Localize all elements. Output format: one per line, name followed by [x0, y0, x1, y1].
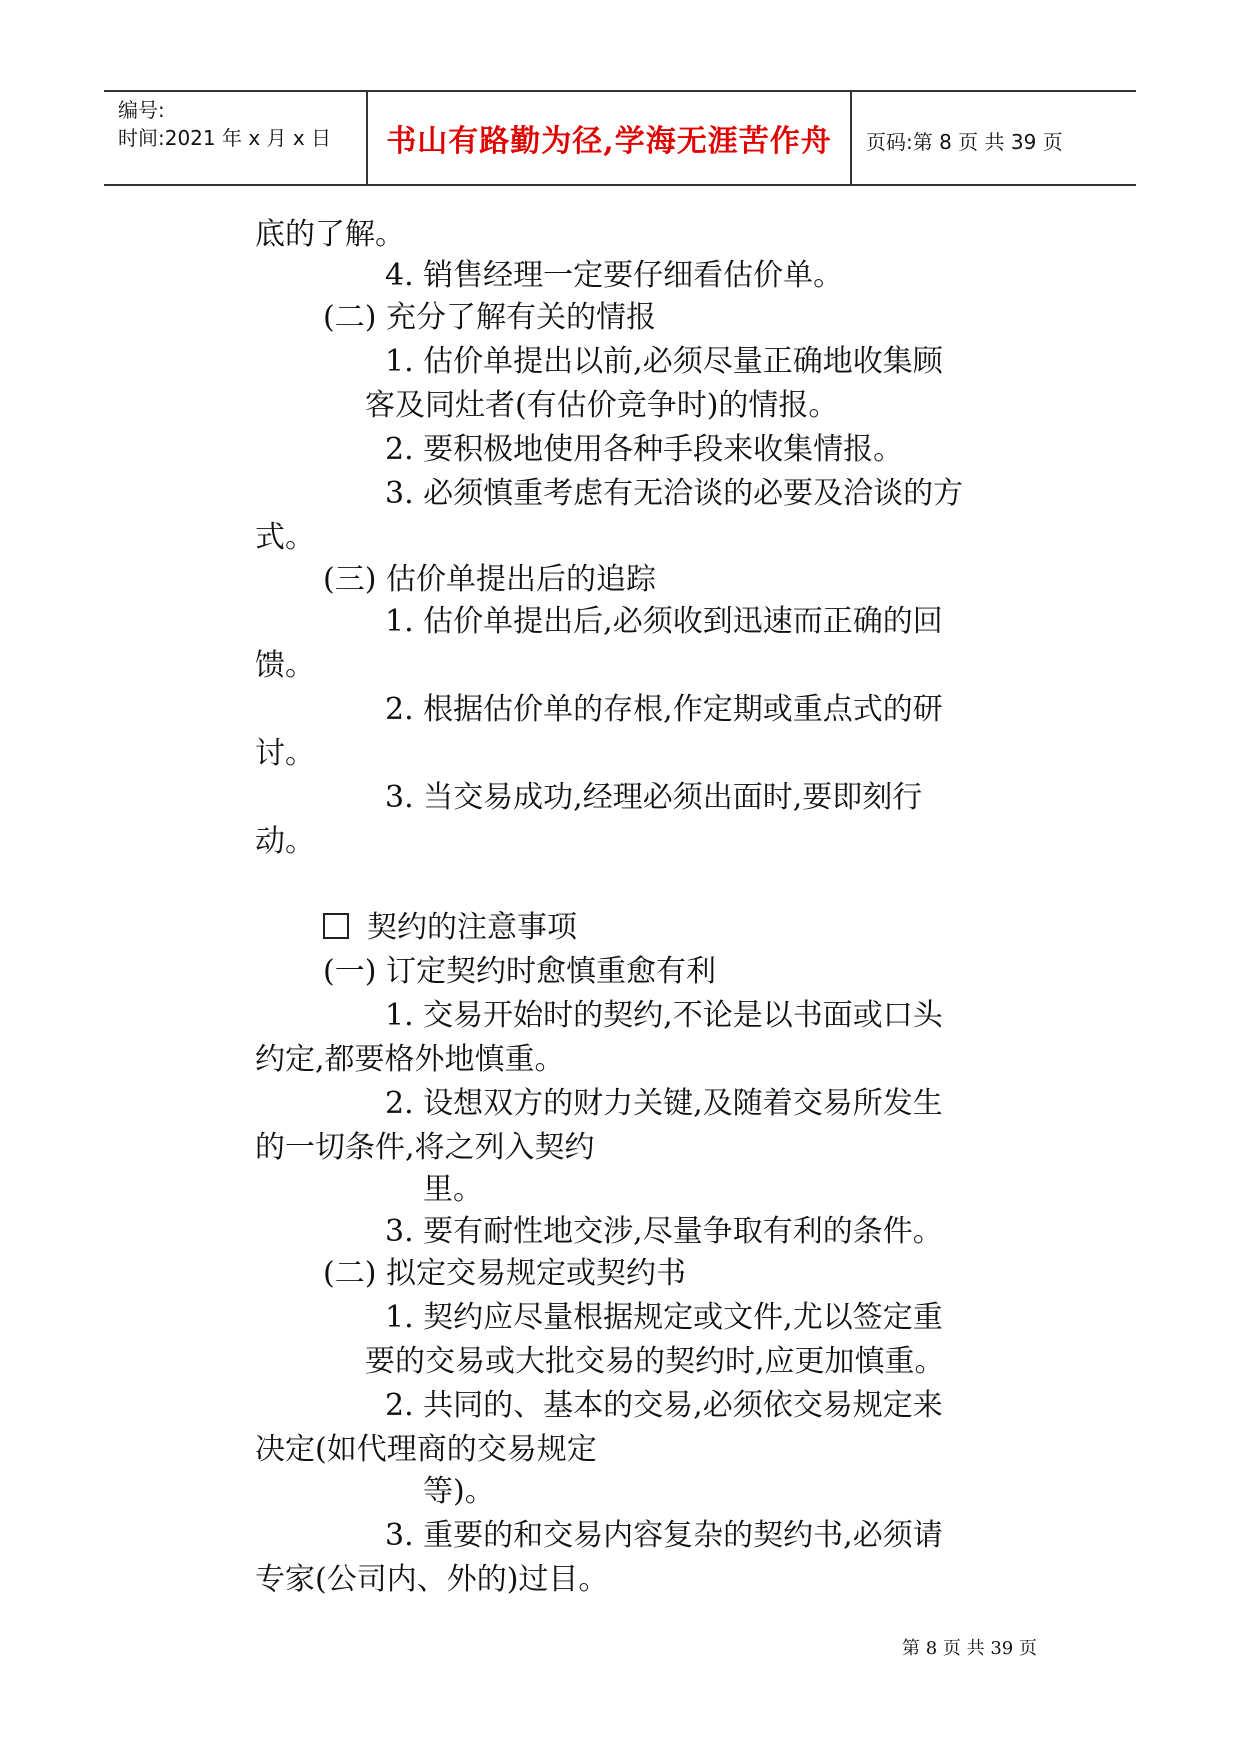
- section-heading: (二) 拟定交易规定或契约书: [323, 1256, 686, 1291]
- body-line: 馈。: [255, 648, 315, 683]
- body-line: 专家(公司内、外的)过目。: [255, 1562, 609, 1597]
- header-motto: 书山有路勤为径,学海无涯苦作舟: [386, 124, 832, 159]
- body-line: 1. 契约应尽量根据规定或文件,尤以签定重: [385, 1300, 943, 1335]
- body-line: 里。: [423, 1172, 483, 1207]
- body-line: 1. 交易开始时的契约,不论是以书面或口头: [385, 998, 943, 1033]
- document-time-label: 时间:2021 年 x 月 x 日: [118, 126, 332, 150]
- body-line: 2. 根据估价单的存根,作定期或重点式的研: [385, 692, 943, 727]
- body-line: 等)。: [423, 1474, 495, 1509]
- body-line: 1. 估价单提出以前,必须尽量正确地收集顾: [385, 344, 943, 379]
- header-middle-cell: [368, 92, 852, 184]
- body-line: 式。: [255, 520, 315, 555]
- body-line: 3. 当交易成功,经理必须出面时,要即刻行: [385, 780, 923, 815]
- body-line: 要的交易或大批交易的契约时,应更加慎重。: [365, 1344, 945, 1379]
- page-footer: 第 8 页 共 39 页: [902, 1638, 1037, 1659]
- section-heading: (三) 估价单提出后的追踪: [323, 562, 656, 597]
- body-line: 2. 要积极地使用各种手段来收集情报。: [385, 432, 904, 467]
- header-right-cell: [852, 92, 1136, 184]
- body-line: 3. 必须慎重考虑有无洽谈的必要及洽谈的方: [385, 476, 964, 511]
- body-line: 3. 要有耐性地交涉,尽量争取有利的条件。: [385, 1214, 943, 1249]
- body-line: 约定,都要格外地慎重。: [255, 1042, 565, 1077]
- body-line: 决定(如代理商的交易规定: [255, 1432, 597, 1467]
- body-line: 4. 销售经理一定要仔细看估价单。: [385, 258, 844, 293]
- checkbox-square-icon: [323, 913, 349, 939]
- section-heading: (二) 充分了解有关的情报: [323, 300, 656, 335]
- body-line: 3. 重要的和交易内容复杂的契约书,必须请: [385, 1518, 943, 1553]
- body-line: 的一切条件,将之列入契约: [255, 1130, 595, 1165]
- document-number-label: 编号:: [118, 98, 165, 122]
- header-page-label: 页码:第 8 页 共 39 页: [866, 130, 1063, 154]
- body-line: 动。: [255, 824, 315, 859]
- body-line: 1. 估价单提出后,必须收到迅速而正确的回: [385, 604, 943, 639]
- header-left-cell: [104, 92, 368, 184]
- body-line: 2. 设想双方的财力关键,及随着交易所发生: [385, 1086, 943, 1121]
- chapter-heading-text: 契约的注意事项: [367, 910, 577, 945]
- body-line: 底的了解。: [255, 217, 405, 252]
- body-line: 客及同灶者(有估价竞争时)的情报。: [365, 388, 839, 423]
- body-line: 讨。: [255, 736, 315, 771]
- section-heading: (一) 订定契约时愈慎重愈有利: [323, 954, 716, 989]
- chapter-heading: [323, 910, 577, 946]
- page-header: [104, 90, 1136, 186]
- body-line: 2. 共同的、基本的交易,必须依交易规定来: [385, 1388, 943, 1423]
